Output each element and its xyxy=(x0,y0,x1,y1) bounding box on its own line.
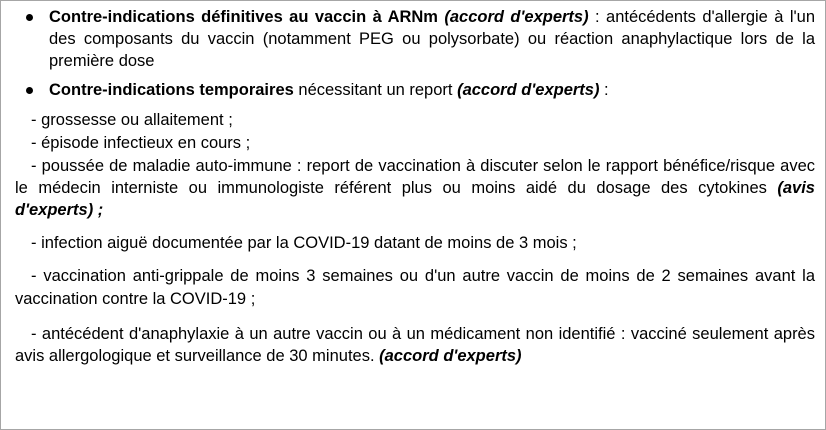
slide-content xyxy=(11,7,815,367)
bullet-2-mid: nécessitant un report xyxy=(298,80,453,99)
sub-item-autoimmune xyxy=(15,155,815,221)
sub-item-dash: - xyxy=(31,324,37,343)
bullet-2-title: Contre-indications temporaires xyxy=(49,80,294,99)
sub-item-covid-history xyxy=(15,232,815,254)
bullet-item-temporary xyxy=(15,80,815,102)
sub-item-infection xyxy=(15,132,815,154)
bullet-1-note: (accord d'experts) xyxy=(444,8,589,26)
sub-item-text: antécédent d'anaphylaxie à un autre vaccin ou à un médicament non identifié : vacciné seulement après avis allergologique et surveillance de 30 minutes. xyxy=(15,324,815,365)
bullet-1-body: antécédents d'allergie à l'un des composants du vaccin (notamment PEG ou polysorbate) ou réaction anaphylactique lors de la première dose xyxy=(49,8,815,70)
sub-item-emphasis: (accord d'experts) xyxy=(379,346,522,365)
sub-items xyxy=(15,109,815,367)
bullet-2-note: (accord d'experts) xyxy=(457,80,600,99)
sub-item-text: poussée de maladie auto-immune : report de vaccination à discuter selon le rapport bénéfice/risque avec le médecin interniste ou immunologiste référent plus ou moins aidé du dosage des cytokines xyxy=(15,156,815,198)
sub-item-dash: - xyxy=(31,267,37,286)
sub-item-text: vaccination anti-grippale de moins 3 semaines ou d'un autre vaccin de moins de 2 semaines avant la vaccination contre la COVID-19 ; xyxy=(15,267,815,308)
sub-item-text: infection aiguë documentée par la COVID-19 datant de moins de 3 mois ; xyxy=(41,234,577,253)
sub-item-anaphylaxis xyxy=(15,323,815,367)
bullet-2-colon: : xyxy=(599,80,609,99)
sub-item-dash: - xyxy=(31,234,37,253)
sub-item-emphasis: (avis d'experts) ; xyxy=(15,179,815,220)
sub-item-flu-vaccine xyxy=(15,265,815,309)
sub-item-dash: - xyxy=(31,110,37,129)
sub-item-text: épisode infectieux en cours ; xyxy=(41,133,251,152)
sub-item-text: grossesse ou allaitement ; xyxy=(41,110,233,129)
bullet-1-title: Contre-indications définitives au vaccin à ARNm xyxy=(49,8,438,26)
bullet-dot-icon xyxy=(26,87,33,94)
bullet-1-colon: : xyxy=(588,8,600,26)
bullet-item-definitive xyxy=(15,7,815,73)
sub-item-pregnancy xyxy=(15,109,815,131)
sub-item-dash: - xyxy=(31,133,37,152)
bullet-dot-icon xyxy=(26,14,33,21)
bullet-list xyxy=(15,7,815,102)
sub-item-dash: - xyxy=(31,156,37,175)
